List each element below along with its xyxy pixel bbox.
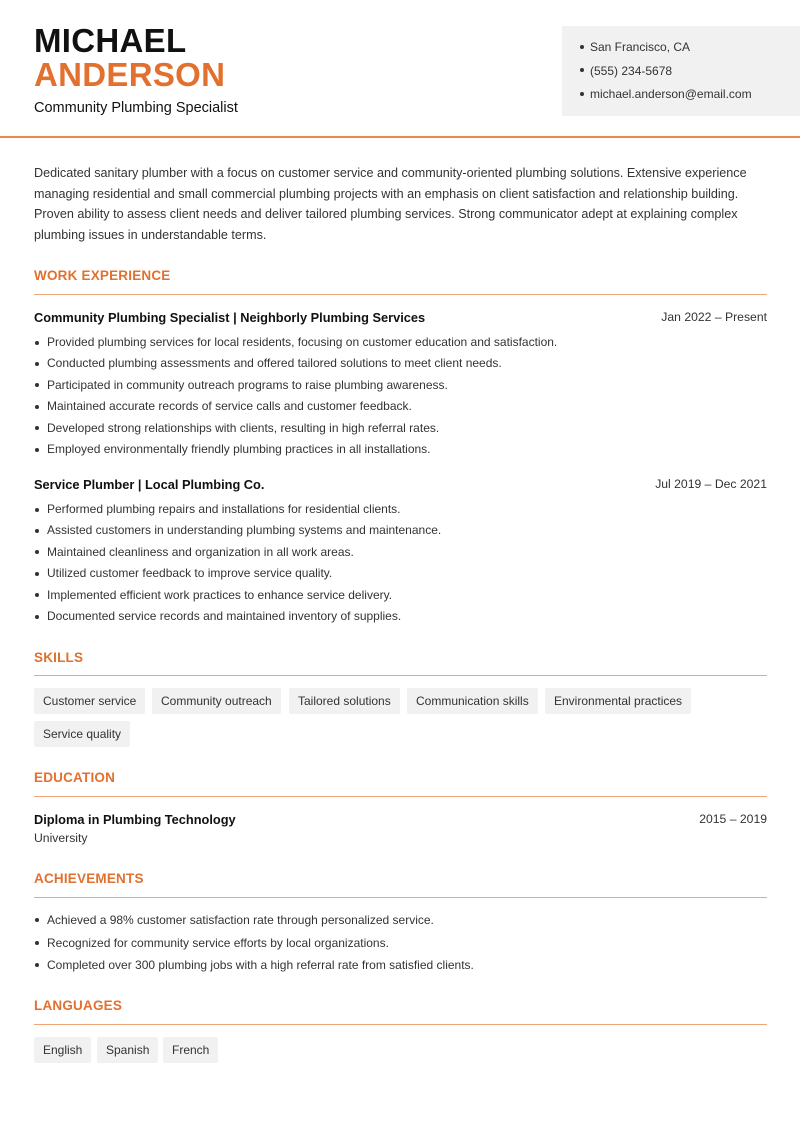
bullet-icon: [580, 68, 584, 72]
list-item: Assisted customers in understanding plumbing systems and maintenance.: [34, 520, 769, 541]
list-item: Documented service records and maintained inventory of supplies.: [34, 606, 769, 627]
list-item: Recognized for community service efforts by local organizations.: [34, 932, 769, 955]
list-item: Completed over 300 plumbing jobs with a high referral rate from satisfied clients.: [34, 954, 769, 977]
education-heading: EDUCATION: [34, 770, 116, 785]
skill-tag: Communication skills: [407, 688, 538, 714]
phone-text: (555) 234-5678: [590, 63, 673, 78]
list-item: Achieved a 98% customer satisfaction rate through personalized service.: [34, 909, 769, 932]
job-bullets-2: [34, 499, 769, 627]
list-item: Maintained cleanliness and organization in all work areas.: [34, 542, 769, 563]
achievements-heading: ACHIEVEMENTS: [34, 871, 144, 886]
job-title: Community Plumbing Specialist: [34, 100, 238, 116]
list-item: Implemented efficient work practices to enhance service delivery.: [34, 585, 769, 606]
skill-tag: Community outreach: [152, 688, 281, 714]
section-divider: [34, 294, 767, 295]
education-date: 2015 – 2019: [699, 812, 767, 826]
section-divider: [34, 675, 767, 676]
bullet-icon: [580, 92, 584, 96]
skills-heading: SKILLS: [34, 650, 84, 665]
language-tag: French: [163, 1037, 218, 1063]
resume-header: [0, 0, 800, 138]
language-tag: English: [34, 1037, 91, 1063]
contact-box: [562, 26, 800, 116]
first-name: MICHAEL: [34, 22, 187, 59]
list-item: Developed strong relationships with clients, resulting in high referral rates.: [34, 418, 769, 439]
list-item: Performed plumbing repairs and installations for residential clients.: [34, 499, 769, 520]
language-tag: Spanish: [97, 1037, 158, 1063]
list-item: Participated in community outreach programs to raise plumbing awareness.: [34, 375, 769, 396]
list-item: Utilized customer feedback to improve service quality.: [34, 563, 769, 584]
languages-heading: LANGUAGES: [34, 998, 123, 1013]
list-item: Maintained accurate records of service calls and customer feedback.: [34, 396, 769, 417]
job-date-2: Jul 2019 – Dec 2021: [655, 477, 767, 491]
email-text: michael.anderson@email.com: [590, 87, 752, 101]
job-bullets-1: [34, 332, 769, 460]
skill-tag: Customer service: [34, 688, 145, 714]
bullet-icon: [580, 45, 584, 49]
skill-tag: Service quality: [34, 721, 130, 747]
location-text: San Francisco, CA: [590, 40, 691, 54]
skill-tag: Environmental practices: [545, 688, 691, 714]
last-name: ANDERSON: [34, 56, 226, 93]
work-experience-heading: WORK EXPERIENCE: [34, 268, 171, 283]
contact-phone: [580, 60, 800, 84]
school-name: University: [34, 831, 88, 845]
degree-title: Diploma in Plumbing Technology: [34, 812, 236, 827]
skill-tag: Tailored solutions: [289, 688, 400, 714]
job-title-2: Service Plumber | Local Plumbing Co.: [34, 477, 265, 492]
job-title-1: Community Plumbing Specialist | Neighborly Plumbing Services: [34, 310, 426, 325]
contact-email: [580, 83, 800, 107]
section-divider: [34, 1024, 767, 1025]
section-divider: [34, 796, 767, 797]
job-date-1: Jan 2022 – Present: [661, 310, 767, 324]
list-item: Conducted plumbing assessments and offered tailored solutions to meet client needs.: [34, 353, 769, 374]
contact-location: [580, 36, 800, 60]
achievements-list: [34, 909, 769, 977]
section-divider: [34, 897, 767, 898]
professional-summary: Dedicated sanitary plumber with a focus on customer service and community-oriented plumbing solutions. Extensive experience managing residential and small commercial plumbing projects with an emphasis on client satisfaction and relationship building. Proven ability to assess client needs and deliver tailored plumbing services. Strong communicator adept at explaining complex plumbing issues in understandable terms.: [34, 166, 747, 242]
list-item: Employed environmentally friendly plumbing practices in all installations.: [34, 439, 769, 460]
list-item: Provided plumbing services for local residents, focusing on customer education and satisfaction.: [34, 332, 769, 353]
